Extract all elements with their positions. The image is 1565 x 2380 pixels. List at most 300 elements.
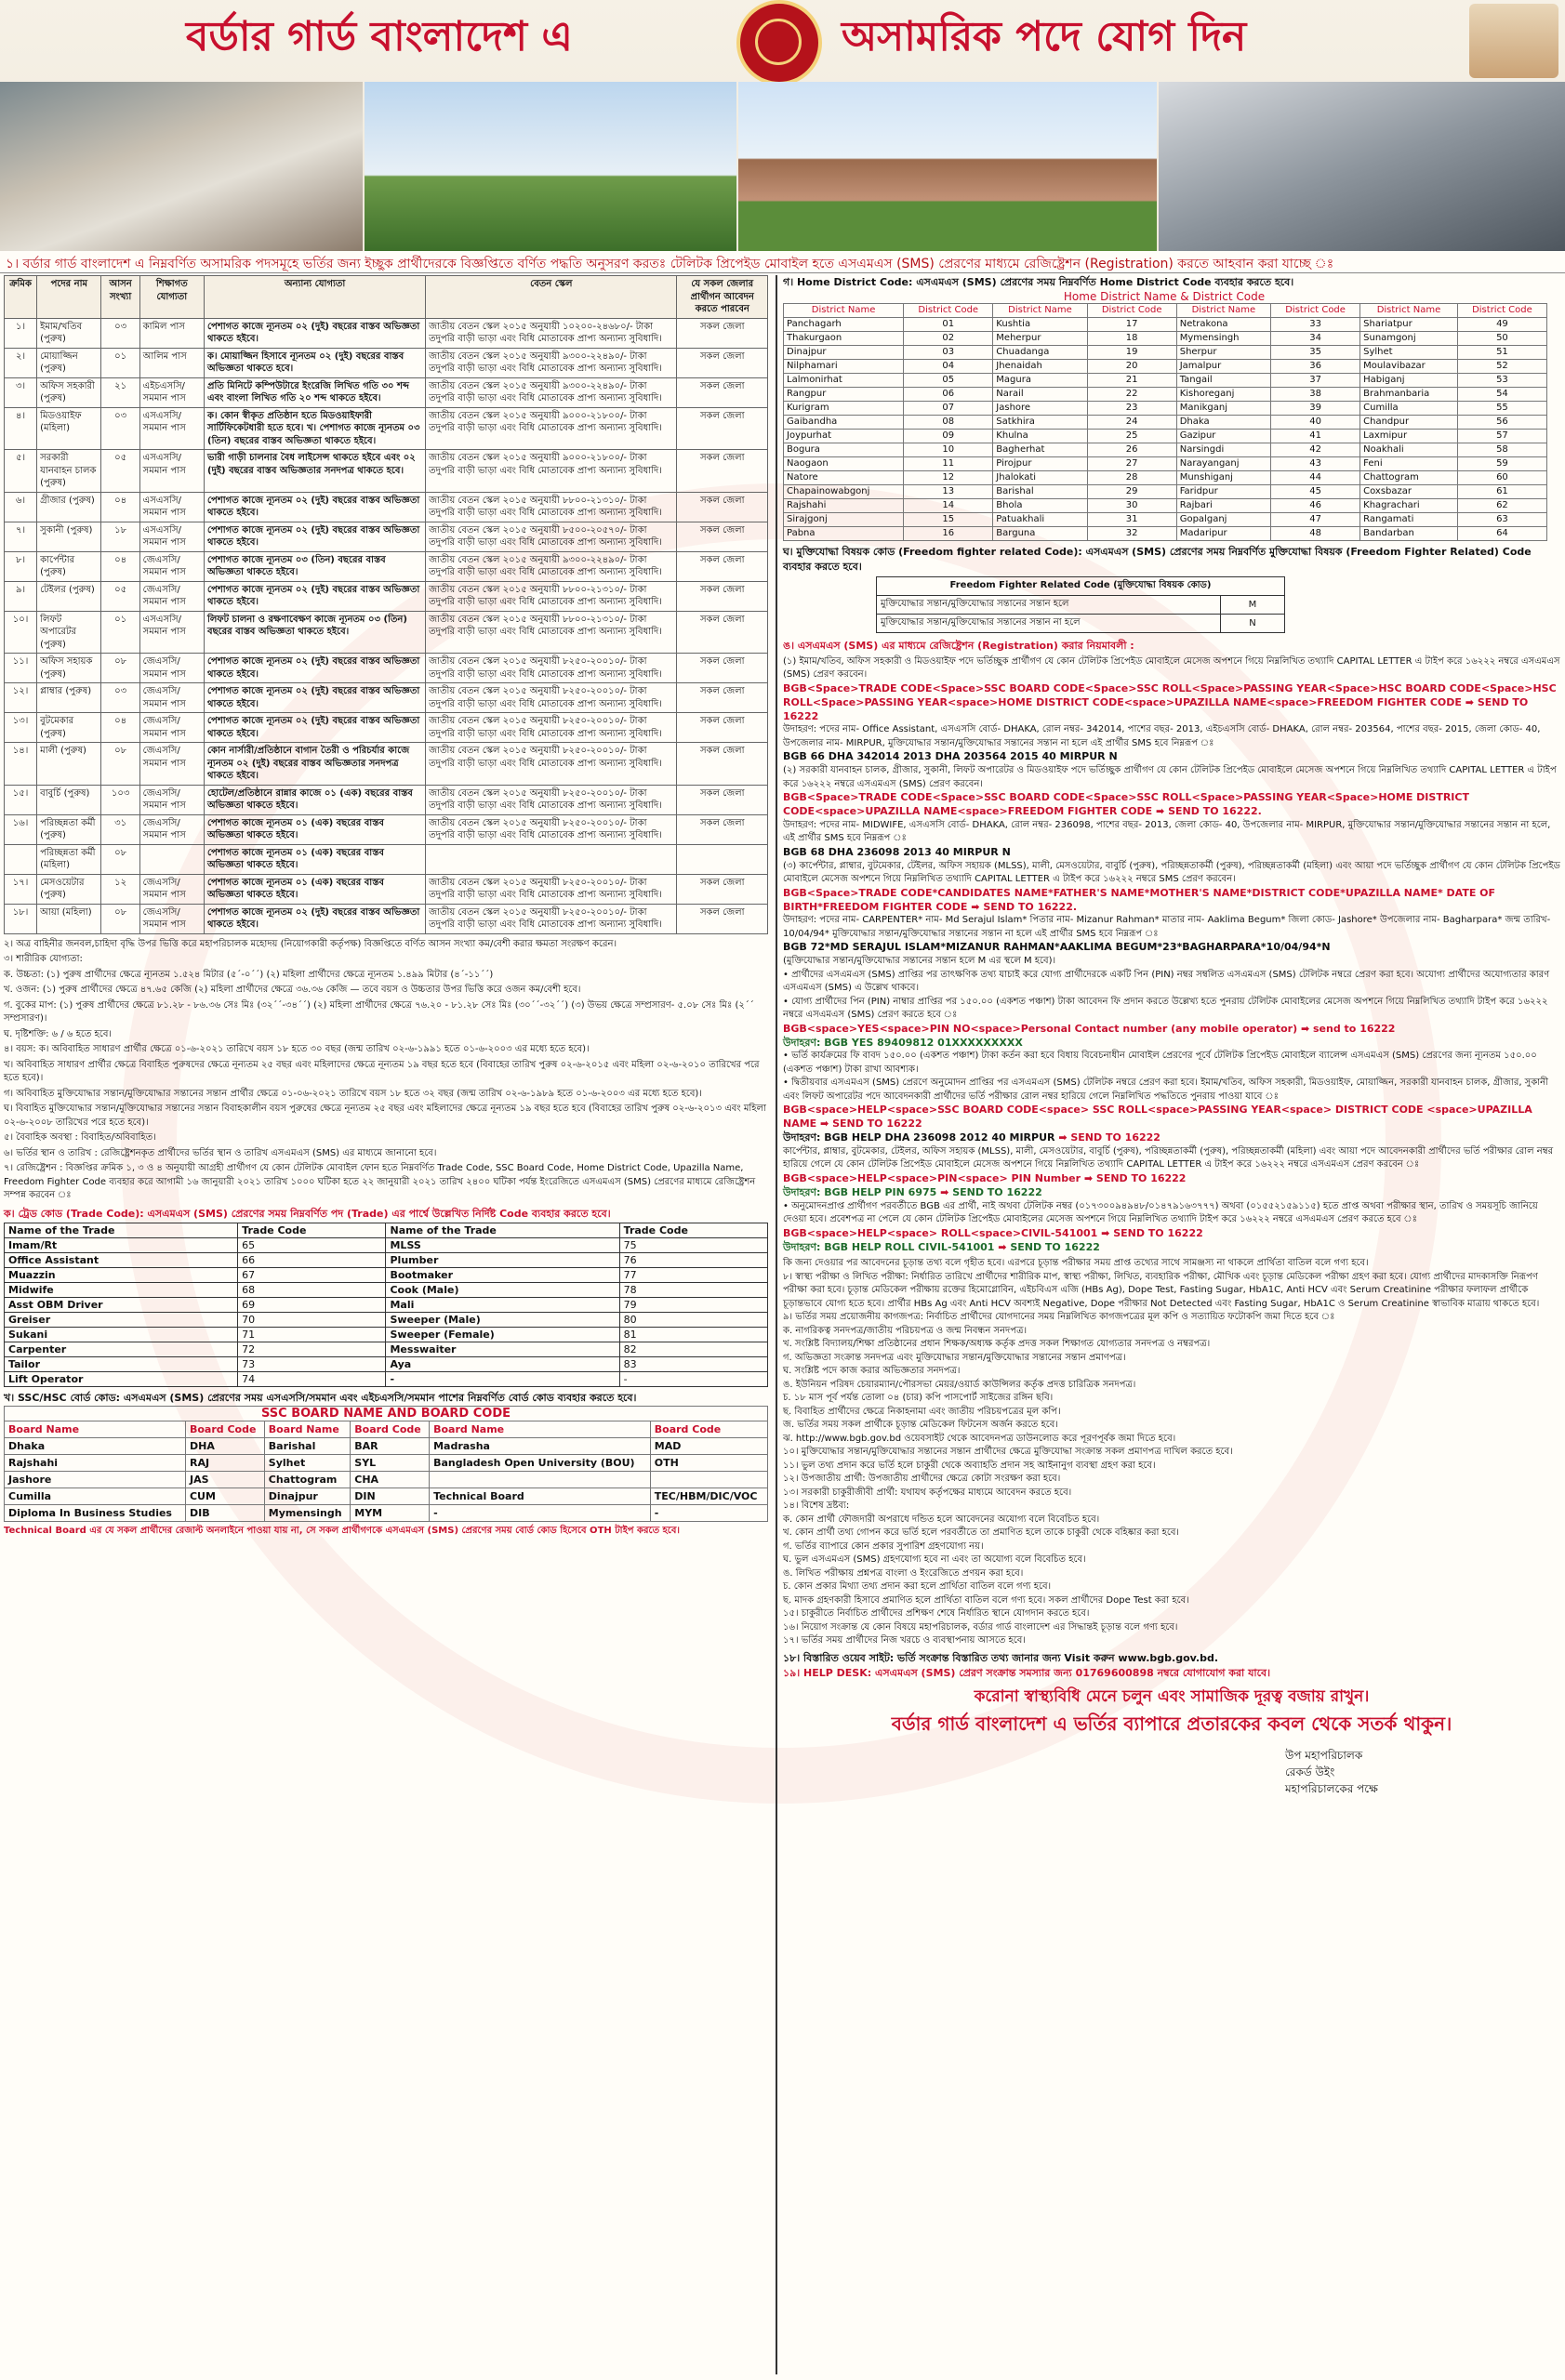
help-paragraph-2: কার্পেন্টার, প্লাম্বার, বুটমেকার, টেইলর, অফিস সহায়ক (MLSS), মালী, মেসওয়েটার, বাবুর্চি (পুরুষ), পরিচ্ছন্নতাকর্মী (পুরুষ), পরিচ্ছন্নতাকর্মী (মহিলা) এবং আয়া পদে আবেদনকারী প্রার্থীদের ভর্তি পরীক্ষার রোল নম্বর হারিয়ে গেলে যে কোন টেলিটক প্রিপেইড মোবাইলে মেসেজ অপশনে গিয়ে নিম্নলিখিত তথ্যাদি CAPITAL LETTER এ টাইপ করে ১৬২২২ নম্বরে এসএমএস প্রেরণ করবেন ঃ [783,1145,1554,1170]
district-row [784,331,1547,345]
board-code: - [650,1505,767,1522]
district-code: 09 [904,429,993,443]
post-cell-sl: ১১। [5,654,37,683]
district-code: 39 [1271,401,1360,415]
trade-header: Name of the Trade [5,1223,238,1238]
post-cell-name: পরিচ্ছন্নতা কর্মী (পুরুষ) [37,814,101,844]
arrow-icon [971,901,983,913]
ssc-row [5,1488,768,1505]
trade-name: Midwife [5,1283,238,1298]
district-name: Bandarban [1360,526,1458,540]
district-code: 53 [1457,373,1546,387]
post-row [5,874,768,904]
district-header: District Name [1360,303,1458,317]
district-code: 49 [1457,317,1546,331]
district-name: Joypurhat [784,429,904,443]
trade-code: 69 [238,1298,386,1313]
arrow-icon [1084,1172,1096,1184]
post-cell-edu: এসএসসি/ সমমান পাস [139,407,204,450]
board-name: Diploma In Business Studies [5,1505,186,1522]
left-note-item: গ. বুকের মাপ: (১) পুরুষ প্রার্থীদের ক্ষেত্রে ৮১.২৮ - ৮৬.৩৬ সেঃ মিঃ (৩২´´-৩৪´´) (২) মহিলা প্রার্থীদের ক্ষেত্রে ৭৬.২০ - ৮১.২৮ সেঃ মিঃ (৩০´´-৩২´´) (৩) উভয় ক্ষেত্রে সম্প্রসারণ- ৫.০৮ সেঃ মিঃ (২´´ সম্প্রসারণ)। [4,999,754,1024]
post-cell-edu: এসএসসি/ সমমান পাস [139,492,204,522]
post-cell-dist: সকল জেলা [677,611,768,654]
district-name: Habiganj [1360,373,1458,387]
district-name: Naogaon [784,456,904,470]
board-name: Barishal [264,1438,350,1455]
post-cell-edu: জেএসসি/ সমমান পাস [139,581,204,611]
district-row [784,526,1547,540]
district-code: 40 [1271,415,1360,429]
left-column [4,275,772,2374]
post-cell-edu: জেএসসি/ সমমান পাস [139,874,204,904]
post-cell-other: পেশাগত কাজে ন্যূনতম ০১ (এক) বছরের বাস্তব অভিজ্ঞতা থাকতে হইবে। [205,814,426,844]
district-code: 34 [1271,331,1360,345]
right-note-item: ক. কোন প্রার্থী ফৌজদারী অপরাধে দন্ডিত হলে আবেদনের অযোগ্য বলে বিবেচিত হবে। [783,1514,1100,1525]
right-note-item: ঙ. ইউনিয়ন পরিষদ চেয়ারম্যান/পৌরসভা মেয়র/ওয়ার্ড কাউন্সিলর কর্তৃক প্রদত্ত চারিত্রিক সনদপত্র। [783,1379,1136,1390]
left-note-item: ৬। ভর্তির স্থান ও তারিখ : রেজিষ্ট্রেশনকৃত প্রার্থীদের ভর্তির স্থান ও তারিখ এসএমএস (SMS) এর মাধ্যমে জানানো হবে। [4,1147,437,1158]
right-note-item: ১৪। বিশেষ দ্রষ্টব্য: [783,1501,850,1512]
board-code: JAS [185,1472,264,1488]
col-header: বেতন স্কেল [426,276,677,319]
ff-row [877,595,1285,614]
district-name: Gaibandha [784,415,904,429]
left-note-item: ৭। রেজিষ্ট্রেশন : বিজ্ঞপ্তির ক্রমিক ১, ৩ ও ৪ অনুযায়ী আগ্রহী প্রার্থীগণ যে কোন টেলিটক মোবাইল ফোন হতে নিম্নবর্ণিত Trade Code, SSC Board Code, Home District Code, Upazilla Name, Freedom Fighter Code ব্যবহার করে আগামী ১৬ জানুয়ারী ২০২১ তারিখ ১০০০ ঘটিকা হতে ২২ জানুয়ারী ২০২১ তারিখ ২৪০০ ঘটিকা পর্যন্ত ইংরেজিতে এসএমএস (SMS) প্রেরণের মাধ্যমে রেজিষ্ট্রেশন সম্পন্ন করবেন ঃ [4,1163,756,1200]
ssc-header: Board Code [650,1421,767,1438]
district-code: 37 [1271,373,1360,387]
post-row [5,611,768,654]
post-cell-pay: জাতীয় বেতন স্কেল ২০১৫ অনুযায়ী ৮২৫০-২০০১০/- টাকা তদুপরি বাড়ী ভাড়া এবং বিধি মোতাবেক প্রাপ্য অন্যান্য সুবিধাদি। [426,743,677,786]
post-cell-pay: জাতীয় বেতন স্কেল ২০১৫ অনুযায়ী ৮২৫০-২০০১০/- টাকা তদুপরি বাড়ী ভাড়া এবং বিধি মোতাবেক প্রাপ্য অন্যান্য সুবিধাদি। [426,713,677,743]
post-cell-pay: জাতীয় বেতন স্কেল ২০১৫ অনুযায়ী ৯৩০০-২২৪৯০/- টাকা তদুপরি বাড়ী ভাড়া এবং বিধি মোতাবেক প্রাপ্য অন্যান্য সুবিধাদি। [426,551,677,581]
ssc-header: Board Code [351,1421,430,1438]
ssc-row [5,1505,768,1522]
district-code: 47 [1271,512,1360,526]
arrow-icon [1156,805,1168,817]
post-cell-seats: ০৮ [101,844,139,874]
left-notes [4,938,772,1203]
trade-code: 73 [238,1357,386,1372]
col-header: ক্রমিক [5,276,37,319]
district-code: 22 [1087,387,1176,401]
helpdesk-line: ১৯। HELP DESK: এসএমএস (SMS) প্রেরণ সংক্রান্ত সমস্যার জন্য 01769600898 নম্বরে যোগাযোগ করা যাবে। [783,1666,1271,1679]
trade-row [5,1253,768,1268]
post-cell-name: ইমাম/খতিব (পুরুষ) [37,318,101,348]
post-cell-dist: সকল জেলা [677,874,768,904]
trade-table [4,1223,768,1387]
post-cell-dist: সকল জেলা [677,318,768,348]
district-header: District Name [993,303,1087,317]
post-cell-sl: ১৮। [5,904,37,933]
district-row [784,373,1547,387]
post-cell-sl: ১৪। [5,743,37,786]
sms-p2: (২) সরকারী যানবাহন চালক, গ্রীজার, সুকানী, লিফট অপারেটর ও মিডওয়াইফ পদে ভর্তিচ্ছুক প্রার্থীগণ যে কোন টেলিটক প্রিপেইড মোবাইলে মেসেজ অপশনে গিয়ে নিম্নলিখিত তথ্যাদি CAPITAL LETTER এ টাইপ করে ১৬২২২ নম্বরে এসএমএস (SMS) প্রেরণ করবেন। [783,765,1557,789]
sms-example-2: BGB 68 DHA 236098 2013 40 MIRPUR N [783,845,1011,858]
signature-line: রেকর্ড উইং [1285,1765,1335,1778]
post-cell-edu: আলিম পাস [139,348,204,377]
right-note-item: ১০। মুক্তিযোদ্ধার সন্তান/মুক্তিযোদ্ধার সন্তানের সন্তান প্রার্থীদের ক্ষেত্রে মুক্তিযোদ্ধা সংক্রান্ত সকল প্রমাণপত্র দাখিল করতে হবে। [783,1447,1233,1458]
district-code: 02 [904,331,993,345]
district-row [784,401,1547,415]
right-note-item: ১৩। সরকারী চাকুরীজীবী প্রার্থী: যথাযথ কর্তৃপক্ষের মাধ্যমে আবেদন করতে হবে। [783,1487,1072,1498]
arrow-icon [1466,696,1478,708]
post-cell-name: গ্রীজার (পুরুষ) [37,492,101,522]
board-code: MAD [650,1438,767,1455]
trade-name: Aya [386,1357,619,1372]
trade-name: Mali [386,1298,619,1313]
post-cell-edu: জেএসসি/ সমমান পাস [139,551,204,581]
post-cell-other: পেশাগত কাজে ন্যূনতম ০২ (দুই) বছরের বাস্তব অভিজ্ঞতা থাকতে হইবে। [205,492,426,522]
district-name: Kushtia [993,317,1087,331]
trade-code: 70 [238,1313,386,1328]
trade-name: Messwaiter [386,1342,619,1357]
district-code: 32 [1087,526,1176,540]
post-cell-seats: ১২ [101,874,139,904]
right-note-item: জ. ভর্তির সময় সকল প্রার্থীকে চূড়ান্ত মেডিকেল ফিটনেস অর্জন করতে হবে। [783,1420,1058,1431]
district-name: Jhenaidah [993,359,1087,373]
trade-code: 74 [238,1372,386,1387]
trade-code: 78 [619,1283,767,1298]
district-code: 60 [1457,470,1546,484]
board-name: Mymensingh [264,1505,350,1522]
district-name: Chattogram [1360,470,1458,484]
pin-paragraph: • প্রার্থীদের এসএমএস (SMS) প্রাপ্তির পর তাৎক্ষণিক তথ্য যাচাই করে যোগ্য প্রার্থীদেরকে একটি পিন (PIN) নম্বর সম্বলিত এসএমএস (SMS) টেলিটক নম্বরে প্রেরণ করা হবে। অযোগ্য প্রার্থীদের অযোগ্যতার কারণ এসএমএস (SMS) এ উল্লেখ থাকবে। [783,969,1550,994]
district-code: 62 [1457,498,1546,512]
trade-name: MLSS [386,1238,619,1253]
trade-name: Tailor [5,1357,238,1372]
district-code: 64 [1457,526,1546,540]
post-cell-other: পেশাগত কাজে ন্যূনতম ০২ (দুই) বছরের বাস্তব অভিজ্ঞতা থাকতে হইবে। [205,713,426,743]
district-code: 15 [904,512,993,526]
post-cell-sl: ৭। [5,522,37,551]
trade-code: 83 [619,1357,767,1372]
district-name: Rangamati [1360,512,1458,526]
district-code: 27 [1087,456,1176,470]
post-cell-seats: ০৪ [101,713,139,743]
district-header: District Name [1176,303,1270,317]
right-note-item: কি জন্য দেওয়ার পর আবেদনের চূড়ান্ত তথ্য বলে গৃহীত হবে। এরপরে চূড়ান্ত পরীক্ষার সময় প্রাপ্ত তথ্যের সাথে সামঞ্জস্য না থাকলে প্রার্থিতা বাতিল বলে গণ্য হবে। [783,1258,1369,1269]
post-cell-dist: সকল জেলা [677,407,768,450]
post-cell-pay: জাতীয় বেতন স্কেল ২০১৫ অনুযায়ী ৮২৫০-২০০১০/- টাকা তদুপরি বাড়ী ভাড়া এবং বিধি মোতাবেক প্রাপ্য অন্যান্য সুবিধাদি। [426,654,677,683]
trade-row [5,1342,768,1357]
right-note-item: ঝ. http://www.bgb.gov.bd ওয়েবসাইট থেকে আবেদনপত্র ডাউনলোড করে পূরণপূর্বক জমা দিতে হবে। [783,1433,1176,1444]
district-table [783,303,1547,541]
post-row [5,785,768,814]
post-cell-dist [677,844,768,874]
website-link[interactable]: ১৮। বিস্তারিত ওয়েব সাইট: ভর্তি সংক্রান্ত বিস্তারিত তথ্য জানার জন্য Visit করুন www.bgb.gov.bd. [783,1651,1219,1664]
post-cell-dist: সকল জেলা [677,743,768,786]
left-note-item: ঘ। বিবাহিত মুক্তিযোদ্ধার সন্তান/মুক্তিযোদ্ধার সন্তানের সন্তান বিবাহকালীন বয়স পুরুষের ক্ষেত্রে নূন্যতম ২৫ বছর এবং মহিলাদের ক্ষেত্রে নূন্যতম ১৯ বছর হতে হবে (বিবাহের তারিখ পুরুষ ০২-৬-২০১৩ এবং মহিলা ০২-৬-২০০৮ তারিখের পরে হতে হবে)। [4,1104,766,1128]
district-code: 36 [1271,359,1360,373]
district-name: Jhalokati [993,470,1087,484]
post-row [5,318,768,348]
col-header: আসন সংখ্যা [101,276,139,319]
post-cell-dist: সকল জেলা [677,713,768,743]
post-cell-pay: জাতীয় বেতন স্কেল ২০১৫ অনুযায়ী ৯৩০০-২২৪৯০/- টাকা তদুপরি বাড়ী ভাড়া এবং বিধি মোতাবেক প্রাপ্য অন্যান্য সুবিধাদি। [426,377,677,407]
board-code: BAR [351,1438,430,1455]
trade-code: 68 [238,1283,386,1298]
right-note-item: খ. কোন প্রার্থী তথ্য গোপন করে ভর্তি হলে পরবর্তীতে তা প্রমাণিত হলে তাকে চাকুরী থেকে বহিষ্কার করা হবে। [783,1527,1179,1539]
trade-row [5,1283,768,1298]
district-name: Khagrachari [1360,498,1458,512]
website-line [783,1651,1560,1666]
district-code: 11 [904,456,993,470]
district-name: Chandpur [1360,415,1458,429]
right-column [783,275,1560,2374]
arrow-icon [1058,1131,1070,1144]
trade-row [5,1313,768,1328]
board-code: DIN [351,1488,430,1505]
post-cell-sl: ১৭। [5,874,37,904]
post-cell-other: পেশাগত কাজে ন্যূনতম ০২ (দুই) বছরের বাস্তব অভিজ্ঞতা থাকতে হইবে। [205,683,426,713]
sms-example-3: BGB 72*MD SERAJUL ISLAM*MIZANUR RAHMAN*AAKLIMA BEGUM*23*BAGHARPARA*10/04/94*N [783,941,1331,954]
trade-row [5,1328,768,1342]
board-code: CUM [185,1488,264,1505]
trade-name: Asst OBM Driver [5,1298,238,1313]
post-cell-pay: জাতীয় বেতন স্কেল ২০১৫ অনুযায়ী ৯০০০-২১৮০০/- টাকা তদুপরি বাড়ী ভাড়া এবং বিধি মোতাবেক প্রাপ্য অন্যান্য সুবিধাদি। [426,450,677,493]
right-note-item: ৯। ভর্তির সময় প্রয়োজনীয় কাগজপত্র: নির্বাচিত প্রার্থীদের যোগদানের সময় নিম্নলিখিত কাগজপত্রের মূল কপি ও সত্যায়িত ফটোকপি জমা দিতে হবে ঃ [783,1312,1335,1323]
post-cell-pay: জাতীয় বেতন স্কেল ২০১৫ অনুযায়ী ৮২৫০-২০০১০/- টাকা তদুপরি বাড়ী ভাড়া এবং বিধি মোতাবেক প্রাপ্য অন্যান্য সুবিধাদি। [426,874,677,904]
district-name: Gazipur [1176,429,1270,443]
board-code: TEC/HBM/DIC/VOC [650,1488,767,1505]
district-code: 29 [1087,484,1176,498]
district-code: 06 [904,387,993,401]
trade-header: Trade Code [238,1223,386,1238]
district-name: Madaripur [1176,526,1270,540]
district-name: Nilphamari [784,359,904,373]
arrow-icon [1101,1227,1113,1239]
district-row [784,345,1547,359]
district-name: Bagherhat [993,443,1087,456]
district-header: District Code [1457,303,1546,317]
right-note-item: ১৫। চাকুরীতে নির্বাচিত প্রার্থীদের প্রশিক্ষণ শেষে নির্ধারিত স্থানে যোগদান করতে হবে। [783,1608,1090,1620]
district-title: Home District Name & District Code [1063,289,1266,303]
post-cell-name: বুটমেকার (পুরুষ) [37,713,101,743]
district-name: Chuadanga [993,345,1087,359]
post-cell-name: অফিস সহকারী (পুরুষ) [37,377,101,407]
post-cell-pay: জাতীয় বেতন স্কেল ২০১৫ অনুযায়ী ৮২৫০-২০০১০/- টাকা তদুপরি বাড়ী ভাড়া এবং বিধি মোতাবেক প্রাপ্য অন্যান্য সুবিধাদি। [426,814,677,844]
district-code: 10 [904,443,993,456]
arrow-icon [940,1186,952,1198]
board-name: Bangladesh Open University (BOU) [430,1455,651,1472]
district-code: 12 [904,470,993,484]
post-cell-pay: জাতীয় বেতন স্কেল ২০১৫ অনুযায়ী ৮৮০০-২১৩১০/- টাকা তদুপরি বাড়ী ভাড়া এবং বিধি মোতাবেক প্রাপ্য অন্যান্য সুবিধাদি। [426,611,677,654]
board-name: Madrasha [430,1438,651,1455]
post-cell-pay: জাতীয় বেতন স্কেল ২০১৫ অনুযায়ী ৮২৫০-২০০১০/- টাকা তদুপরি বাড়ী ভাড়া এবং বিধি মোতাবেক প্রাপ্য অন্যান্য সুবিধাদি। [426,904,677,933]
ff-title: Freedom Fighter Related Code (মুক্তিযোদ্ধা বিষয়ক কোড) [877,576,1285,595]
covid-warning: করোনা স্বাস্থ্যবিধি মেনে চলুন এবং সামাজিক দূরত্ব বজায় রাখুন। [974,1686,1370,1706]
district-row [784,443,1547,456]
col-header: যে সকল জেলার প্রার্থীগন আবেদন করতে পারবেন [677,276,768,319]
right-note-item: ১৬। নিয়োগ সংক্রান্ত যে কোন বিষয়ে মহাপরিচালক, বর্ডার গার্ড বাংলাদেশ এর সিদ্ধান্তই চূড়ান্ত বলে গণ্য হবে। [783,1621,1178,1633]
district-code: 24 [1087,415,1176,429]
ssc-row [5,1472,768,1488]
bgb-emblem-logo [736,0,822,86]
col-header: পদের নাম [37,276,101,319]
trade-code: 72 [238,1342,386,1357]
arrow-icon [820,1117,832,1130]
sms-example-yes: উদাহরণ: BGB YES 89409812 01XXXXXXXXX [783,1036,1023,1049]
board-name: Dinajpur [264,1488,350,1505]
district-name: Narail [993,387,1087,401]
post-cell-other: পেশাগত কাজে ন্যূনতম ০২ (দুই) বছরের বাস্তব অভিজ্ঞতা থাকতে হইবে। [205,581,426,611]
board-code: MYM [351,1505,430,1522]
post-row [5,492,768,522]
right-note-item: ৮। স্বাস্থ্য পরীক্ষা ও লিখিত পরীক্ষা: নির্ধারিত তারিখে প্রার্থীদের শারীরিক মাপ, স্বাস্থ্য পরীক্ষা, লিখিত, ব্যবহারিক পরীক্ষা, মৌখিক এবং চূড়ান্ত মেডিকেল পরীক্ষা গ্রহণ করা হবে। যোগ্য প্রার্থীদের মাদকাসক্তি নিরূপণ পরীক্ষা করা হবে। চূড়ান্ত মেডিকেল পরীক্ষায় রক্তের হিমোগ্লোবিন, এইচবিএস এজি (HBs Ag), Dope Test, Fasting Sugar, HbA1C, Anti HCV এবং Serum Creatinine পরীক্ষার ফলাফল প্রার্থীকে চূড়ান্তভাবে যোগ্য হতে হবে। প্রার্থীর HBs Ag এবং Anti HCV অবশ্যই Negative, Dope পরীক্ষার Not Detected এবং Fasting Sugar, HbA1C ও Serum Creatinine স্বাভাবিক মাত্রায় থাকতে হবে। [783,1271,1540,1309]
district-intro: গ। Home District Code: এসএমএস (SMS) প্রেরণের সময় নিম্নবর্ণিত Home District Code ব্যবহার করতে হবে। [783,276,1294,288]
post-cell-sl: ৬। [5,492,37,522]
post-cell-seats: ১০৩ [101,785,139,814]
trade-code: 77 [619,1268,767,1283]
trade-name: Sweeper (Female) [386,1328,619,1342]
district-row [784,359,1547,373]
post-cell-edu [139,844,204,874]
post-cell-other: কোন নার্সারী/প্রতিষ্ঠানে বাগান তৈরী ও পরিচর্যার কাজে ন্যূনতম ০২ (দুই) বছরের বাস্তব অভিজ্ঞতার সনদপত্র থাকতে হইবে। [205,743,426,786]
right-note-item: ক. নাগরিকত্ব সনদপত্র/জাতীয় পরিচয়পত্র ও জন্ম নিবন্ধন সনদপত্র। [783,1325,1028,1336]
district-code: 48 [1271,526,1360,540]
banner-photo-computer-lab [0,82,363,251]
post-cell-edu: জেএসসি/ সমমান পাস [139,683,204,713]
district-name: Rangpur [784,387,904,401]
post-cell-pay [426,844,677,874]
trade-name: Sukani [5,1328,238,1342]
right-note-item: খ. সংশ্লিষ্ট বিদ্যালয়/শিক্ষা প্রতিষ্ঠানের প্রধান শিক্ষক/অধ্যক্ষ কর্তৃক প্রদত্ত সকল শিক্ষাগত যোগ্যতার সনদপত্র ও নম্বরপত্র। [783,1339,1211,1350]
district-row [784,415,1547,429]
district-name: Shariatpur [1360,317,1458,331]
signature-block [1285,1747,1560,1797]
post-cell-dist: সকল জেলা [677,450,768,493]
district-name: Thakurgaon [784,331,904,345]
district-code: 05 [904,373,993,387]
post-cell-edu: জেএসসি/ সমমান পাস [139,743,204,786]
post-cell-sl: ১২। [5,683,37,713]
post-cell-dist: সকল জেলা [677,522,768,551]
post-cell-name: মোয়াজ্জিন (পুরুষ) [37,348,101,377]
post-cell-seats: ০৮ [101,654,139,683]
post-cell-seats: ০৩ [101,407,139,450]
board-code: SYL [351,1455,430,1472]
right-note-item: ১১। ভুল তথ্য প্রদান করে ভর্তি হলে চাকুরী থেকে অব্যাহতি প্রদান সহ আইনানুগ ব্যবস্থা গ্রহণ করা হবে। [783,1460,1156,1471]
right-note-item: গ. অভিজ্ঞতা সংক্রান্ত সনদপত্র এবং মুক্তিযোদ্ধার সন্তান/মুক্তিযোদ্ধার সন্তানের সন্তান প্রমাণপত্র। [783,1352,1126,1363]
district-row [784,456,1547,470]
freedom-fighter-table [876,576,1285,633]
sms-example-desc-3: উদাহরণ: পদের নাম- CARPENTER* নাম- Md Serajul Islam* পিতার নাম- Mizanur Rahman* মাতার নাম- Aaklima Begum* জিলা কোড- Jashore* উপজেলার নাম- Bagharpara* জন্ম তারিখ- 10/04/94* মুক্তিযোদ্ধার সন্তান/মুক্তিযোদ্ধার সন্তানের সন্তান না হলে এই প্রার্থীর SMS হবে নিম্নরূপ ঃ [783,915,1551,939]
district-code: 46 [1271,498,1360,512]
ssc-row [5,1455,768,1472]
district-code: 63 [1457,512,1546,526]
post-cell-pay: জাতীয় বেতন স্কেল ২০১৫ অনুযায়ী ৯০০০-২১৮০০/- টাকা তদুপরি বাড়ী ভাড়া এবং বিধি মোতাবেক প্রাপ্য অন্যান্য সুবিধাদি। [426,407,677,450]
post-cell-name: টেইলর (পুরুষ) [37,581,101,611]
post-row [5,683,768,713]
district-code: 45 [1271,484,1360,498]
post-cell-other: ভারী গাড়ী চালনার বৈধ লাইসেন্স থাকতে হইবে এবং ০২ (দুই) বছরের বাস্তব অভিজ্ঞতার সনদপত্র থাকতে হবে। [205,450,426,493]
ssc-header: Board Name [5,1421,186,1438]
post-cell-sl: ১৩। [5,713,37,743]
sms-example-desc-2: উদাহরণ: পদের নাম- MIDWIFE, এসএসসি বোর্ড- DHAKA, রোল নম্বর- 236098, পাশের বছর- 2013, জেলা কোড- 40, উপজেলার নাম- MIRPUR, মুক্তিযোদ্ধার সন্তান/মুক্তিযোদ্ধার সন্তানের সন্তান না হলে, এই প্রার্থীর SMS হবে নিম্নরূপ ঃ [783,819,1551,844]
post-cell-sl: ৯। [5,581,37,611]
district-name: Narsingdi [1176,443,1270,456]
post-cell-sl: ৮। [5,551,37,581]
post-cell-name: বাবুর্চি (পুরুষ) [37,785,101,814]
district-name: Meherpur [993,331,1087,345]
district-code: 07 [904,401,993,415]
sms-format-2: BGB<Space>TRADE CODE<Space>SSC BOARD CODE<Space>SSC ROLL<Space>PASSING YEAR<Space>HOME DISTRICT CODE<space>UPAZILLA NAME<space>FREEDOM FIGHTER CODE ➡ SEND TO 16222. [783,791,1560,819]
sms-example-desc-1: উদাহরণ: পদের নাম- Office Assistant, এসএসসি বোর্ড- DHAKA, রোল নম্বর- 342014, পাশের বছর- 2013, এইচএসসি বোর্ড- DHAKA, রোল নম্বর- 203564, পাশের বছর- 2015, জেলা কোড- 40, উপজেলার নাম- MIRPUR, মুক্তিযোদ্ধার সন্তান/মুক্তিযোদ্ধার সন্তানের সন্তান না হলে এই প্রার্থীর SMS হবে নিম্নরূপ ঃ [783,724,1541,748]
post-cell-other: পেশাগত কাজে ন্যূনতম ০২ (দুই) বছরের বাস্তব অভিজ্ঞতা থাকতে হইবে। [205,654,426,683]
district-code: 52 [1457,359,1546,373]
post-row [5,450,768,493]
district-name: Faridpur [1176,484,1270,498]
district-code: 42 [1271,443,1360,456]
district-name: Satkhira [993,415,1087,429]
district-name: Brahmanbaria [1360,387,1458,401]
sms-example-note-3: (মুক্তিযোদ্ধার সন্তান/মুক্তিযোদ্ধার সন্তানের সন্তান হলে M এর স্থলে M হবে)। [783,956,1056,967]
banner-title-right: অসামরিক পদে যোগ দিন [842,13,1247,60]
district-name: Gopalganj [1176,512,1270,526]
post-cell-other: পেশাগত কাজে ন্যূনতম ০৩ (তিন) বছরের বাস্তব অভিজ্ঞতা থাকতে হইবে। [205,551,426,581]
trade-code: - [619,1372,767,1387]
trade-code: 79 [619,1298,767,1313]
post-row [5,654,768,683]
district-row [784,512,1547,526]
post-cell-name: সরকারী যানবাহন চালক (পুরুষ) [37,450,101,493]
post-cell-edu: এসএসসি/ সমমান পাস [139,522,204,551]
trade-row [5,1357,768,1372]
sms-format-3: BGB<Space>TRADE CODE*CANDIDATES NAME*FATHER'S NAME*MOTHER'S NAME*DISTRICT CODE*UPAZILLA NAME* DATE OF BIRTH*FREEDOM FIGHTER CODE ➡ SEND TO 16222. [783,887,1560,915]
right-note-item: ঘ. সংশ্লিষ্ট পদে কাজ করার অভিজ্ঞতার সনদপত্র। [783,1366,961,1377]
post-cell-other: ক। মোয়াজ্জিন হিসাবে ন্যূনতম ০২ (দুই) বছরের বাস্তব অভিজ্ঞতা থাকতে হবে। [205,348,426,377]
district-code: 03 [904,345,993,359]
district-code: 57 [1457,429,1546,443]
district-name: Jashore [993,401,1087,415]
district-row [784,484,1547,498]
post-cell-seats: ০১ [101,348,139,377]
sms-example-help-pin: উদাহরণ: BGB HELP PIN 6975 ➡ SEND TO 16222 [783,1186,1560,1200]
board-code: OTH [650,1455,767,1472]
column-divider [776,275,777,2374]
district-code: 16 [904,526,993,540]
post-cell-seats: ৩১ [101,814,139,844]
post-cell-name: মালী (পুরুষ) [37,743,101,786]
post-cell-sl: ১৫। [5,785,37,814]
trade-row [5,1268,768,1283]
post-cell-sl: ২। [5,348,37,377]
post-cell-sl: ৫। [5,450,37,493]
district-code: 08 [904,415,993,429]
trade-row [5,1298,768,1313]
banner-photo-workshop [1159,82,1565,251]
district-code: 04 [904,359,993,373]
post-cell-edu: জেএসসি/ সমমান পাস [139,785,204,814]
district-code: 51 [1457,345,1546,359]
district-code: 35 [1271,345,1360,359]
board-name: Dhaka [5,1438,186,1455]
post-cell-name: প্লাম্বার (পুরুষ) [37,683,101,713]
right-note-item: ছ. বিবাহিত প্রার্থীদের ক্ষেত্রে নিকাহনামা এবং জাতীয় পরিচয়পত্রের মূল কপি। [783,1406,1061,1417]
ff-code: M [1221,595,1285,614]
post-cell-pay: জাতীয় বেতন স্কেল ২০১৫ অনুযায়ী ৮২৫০-২০০১০/- টাকা তদুপরি বাড়ী ভাড়া এবং বিধি মোতাবেক প্রাপ্য অন্যান্য সুবিধাদি। [426,683,677,713]
district-code: 18 [1087,331,1176,345]
post-row [5,581,768,611]
post-cell-sl: ১০। [5,611,37,654]
district-name: Manikganj [1176,401,1270,415]
district-name: Pabna [784,526,904,540]
post-cell-sl: ৪। [5,407,37,450]
post-cell-dist: সকল জেলা [677,904,768,933]
district-code: 14 [904,498,993,512]
district-name: Cumilla [1360,401,1458,415]
post-cell-seats: ১৮ [101,522,139,551]
post-row [5,904,768,933]
